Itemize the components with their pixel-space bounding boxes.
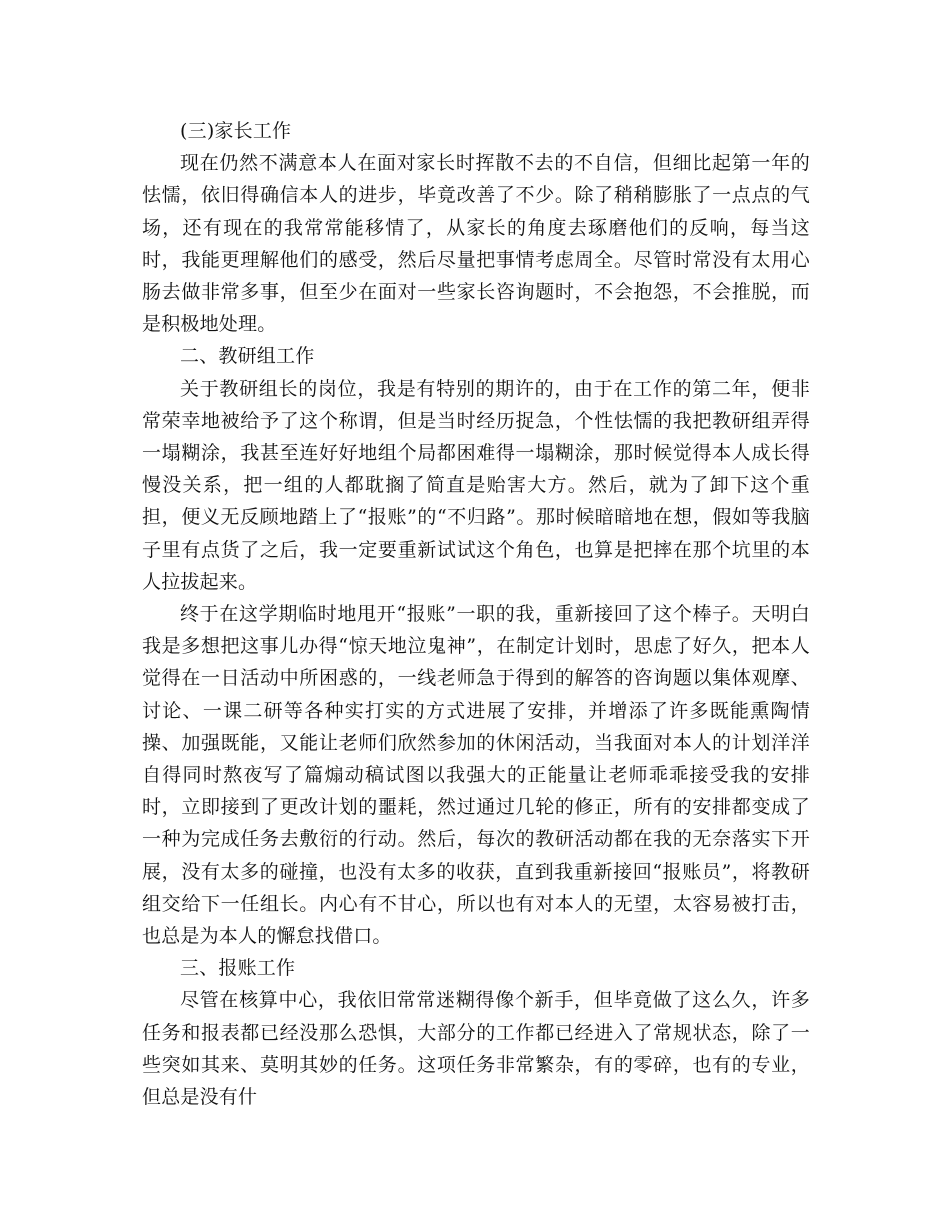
paragraph-accounting-work: 尽管在核算中心，我依旧常常迷糊得像个新手，但毕竟做了这么久，许多任务和报表都已经没那么恐惧，大部分的工作都已经进入了常规状态，除了一些突如其来、莫明其妙的任务。这项任务非常繁杂，有的零碎，也有的专业，但总是没有什 [142,989,810,1109]
paragraph-parent-work: 现在仍然不满意本人在面对家长时挥散不去的不自信，但细比起第一年的怯懦，依旧得确信本人的进步，毕竟改善了不少。除了稍稍膨胀了一点点的气场，还有现在的我常常能移情了，从家长的角度去琢磨他们的反响，每当这时，我能更理解他们的感受，然后尽量把事情考虑周全。尽管时常没有太用心肠去做非常多事，但至少在面对一些家长咨询题时，不会抱怨，不会推脱，而是积极地处理。 [142,152,810,336]
document-body [142,115,810,1113]
section-heading-parent-work: (三)家长工作 [180,120,292,142]
paragraph-teaching-research-1: 关于教研组长的岗位，我是有特别的期许的，由于在工作的第二年，便非常荣幸地被给予了这个称谓，但是当时经历捉急，个性怯懦的我把教研组弄得一塌糊涂，我甚至连好好地组个局都困难得一塌糊涂，那时候觉得本人成长得慢没关系，把一组的人都耽搁了简直是贻害大方。然后，就为了卸下这个重担，便义无反顾地踏上了“报账”的“不归路”。那时候暗暗地在想，假如等我脑子里有点货了之后，我一定要重新试试这个角色，也算是把摔在那个坑里的本人拉拔起来。 [142,377,810,593]
section-heading-accounting-work: 三、报账工作 [180,957,296,980]
section-heading-teaching-research: 二、教研组工作 [180,345,315,368]
paragraph-teaching-research-2: 终于在这学期临时地甩开“报账”一职的我，重新接回了这个棒子。天明白我是多想把这事儿办得“惊天地泣鬼神”，在制定计划时，思虑了好久，把本人觉得在一日活动中所困惑的，一线老师急于得到的解答的咨询题以集体观摩、讨论、一课二研等各种实打实的方式进展了安排，并增添了许多既能熏陶情操、加强既能，又能让老师们欣然参加的休闲活动，当我面对本人的计划洋洋自得同时熬夜写了篇煽动稿试图以我强大的正能量让老师乖乖接受我的安排时，立即接到了更改计划的噩耗，然过通过几轮的修正，所有的安排都变成了一种为完成任务去敷衍的行动。然后，每次的教研活动都在我的无奈落实下开展，没有太多的碰撞，也没有太多的收获，直到我重新接回“报账员”，将教研组交给下一任组长。内心有不甘心，所以也有对本人的无望，太容易被打击，也总是为本人的懈怠找借口。 [142,603,810,948]
